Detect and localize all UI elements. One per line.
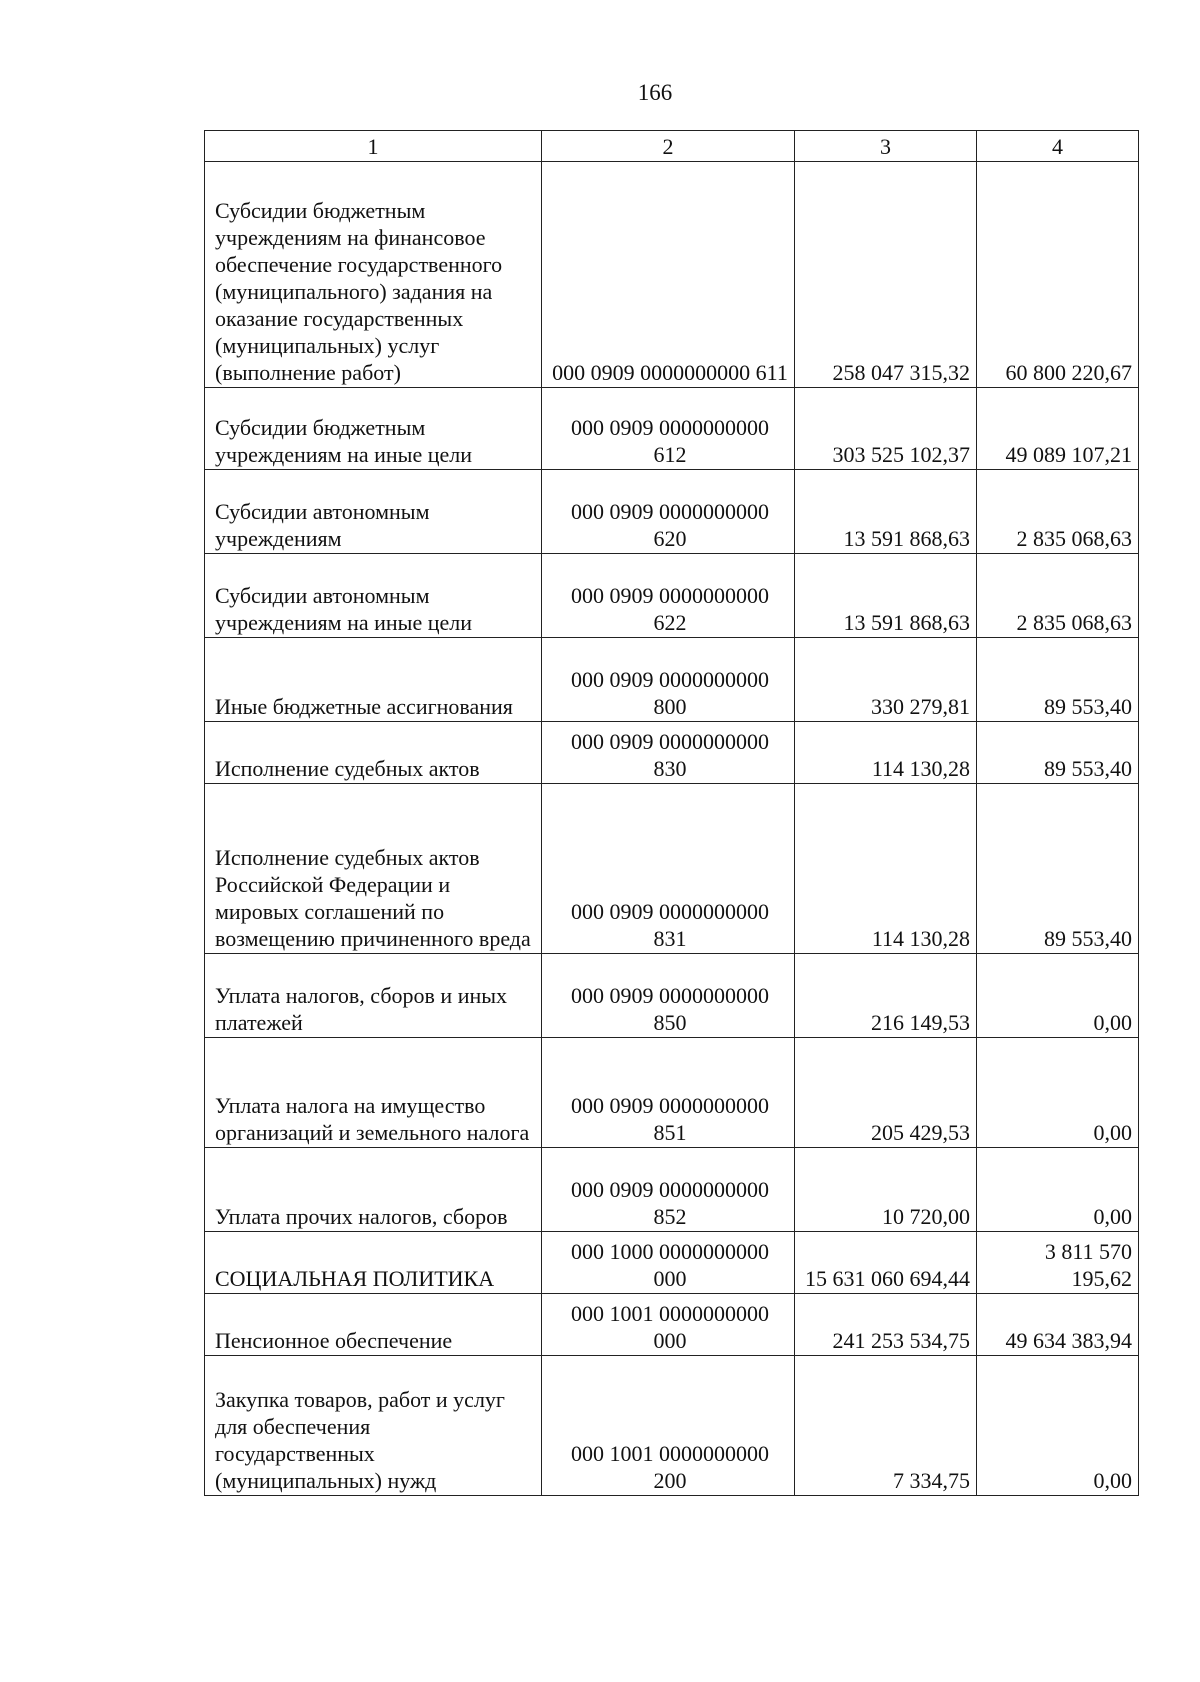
row-value-3: 114 130,28 [795, 722, 977, 784]
row-name: Уплата налогов, сборов и иных платежей [205, 954, 542, 1038]
row-value-3: 216 149,53 [795, 954, 977, 1038]
row-name: Уплата налога на имущество организаций и земельного налога [205, 1038, 542, 1148]
row-name: Субсидии бюджетным учреждениям на иные цели [205, 388, 542, 470]
table-row [205, 388, 1139, 470]
row-code: 000 0909 0000000000 800 [542, 638, 795, 722]
table-row [205, 470, 1139, 554]
row-value-3: 205 429,53 [795, 1038, 977, 1148]
row-value-4: 2 835 068,63 [977, 554, 1139, 638]
row-value-3: 258 047 315,32 [795, 162, 977, 388]
row-value-4: 89 553,40 [977, 638, 1139, 722]
row-name: Исполнение судебных актов [205, 722, 542, 784]
row-name: Закупка товаров, работ и услуг для обеспечения государственных (муниципальных) нужд [205, 1356, 542, 1496]
row-name: СОЦИАЛЬНАЯ ПОЛИТИКА [205, 1232, 542, 1294]
row-value-3: 303 525 102,37 [795, 388, 977, 470]
row-name: Уплата прочих налогов, сборов [205, 1148, 542, 1232]
budget-table [204, 130, 1139, 1496]
row-code: 000 0909 0000000000 850 [542, 954, 795, 1038]
row-value-4: 3 811 570 195,62 [977, 1232, 1139, 1294]
table-row [205, 1038, 1139, 1148]
column-header-3: 3 [795, 131, 977, 162]
row-code: 000 0909 0000000000 622 [542, 554, 795, 638]
header-row [205, 131, 1139, 162]
table-row [205, 1294, 1139, 1356]
row-value-3: 330 279,81 [795, 638, 977, 722]
table-row [205, 954, 1139, 1038]
row-value-4: 0,00 [977, 1356, 1139, 1496]
row-value-4: 0,00 [977, 1148, 1139, 1232]
row-value-3: 10 720,00 [795, 1148, 977, 1232]
row-code: 000 1001 0000000000 000 [542, 1294, 795, 1356]
row-name: Иные бюджетные ассигнования [205, 638, 542, 722]
row-value-4: 2 835 068,63 [977, 470, 1139, 554]
row-name: Субсидии бюджетным учреждениям на финансовое обеспечение государственного (муниципального) задания на оказание государственных (муниципальных) услуг (выполнение работ) [205, 162, 542, 388]
row-name: Пенсионное обеспечение [205, 1294, 542, 1356]
table-row [205, 1356, 1139, 1496]
table-row [205, 1148, 1139, 1232]
row-code: 000 0909 0000000000 611 [542, 162, 795, 388]
row-value-3: 241 253 534,75 [795, 1294, 977, 1356]
row-value-3: 114 130,28 [795, 784, 977, 954]
table-row [205, 1232, 1139, 1294]
row-name: Субсидии автономным учреждениям [205, 470, 542, 554]
row-value-4: 89 553,40 [977, 784, 1139, 954]
table-row [205, 722, 1139, 784]
row-code: 000 0909 0000000000 612 [542, 388, 795, 470]
table-row [205, 784, 1139, 954]
row-value-4: 49 089 107,21 [977, 388, 1139, 470]
table-row [205, 638, 1139, 722]
row-code: 000 0909 0000000000 831 [542, 784, 795, 954]
row-value-3: 7 334,75 [795, 1356, 977, 1496]
row-name: Исполнение судебных актов Российской Федерации и мировых соглашений по возмещению причиненного вреда [205, 784, 542, 954]
row-code: 000 1000 0000000000 000 [542, 1232, 795, 1294]
table-row [205, 554, 1139, 638]
column-header-1: 1 [205, 131, 542, 162]
row-code: 000 1001 0000000000 200 [542, 1356, 795, 1496]
row-code: 000 0909 0000000000 851 [542, 1038, 795, 1148]
row-value-4: 0,00 [977, 954, 1139, 1038]
column-header-2: 2 [542, 131, 795, 162]
column-header-4: 4 [977, 131, 1139, 162]
row-value-4: 49 634 383,94 [977, 1294, 1139, 1356]
page-number: 166 [637, 80, 673, 105]
row-value-3: 13 591 868,63 [795, 470, 977, 554]
row-value-4: 89 553,40 [977, 722, 1139, 784]
row-value-4: 60 800 220,67 [977, 162, 1139, 388]
table-row [205, 162, 1139, 388]
row-value-4: 0,00 [977, 1038, 1139, 1148]
row-value-3: 15 631 060 694,44 [795, 1232, 977, 1294]
row-code: 000 0909 0000000000 852 [542, 1148, 795, 1232]
row-code: 000 0909 0000000000 620 [542, 470, 795, 554]
row-name: Субсидии автономным учреждениям на иные цели [205, 554, 542, 638]
row-value-3: 13 591 868,63 [795, 554, 977, 638]
row-code: 000 0909 0000000000 830 [542, 722, 795, 784]
